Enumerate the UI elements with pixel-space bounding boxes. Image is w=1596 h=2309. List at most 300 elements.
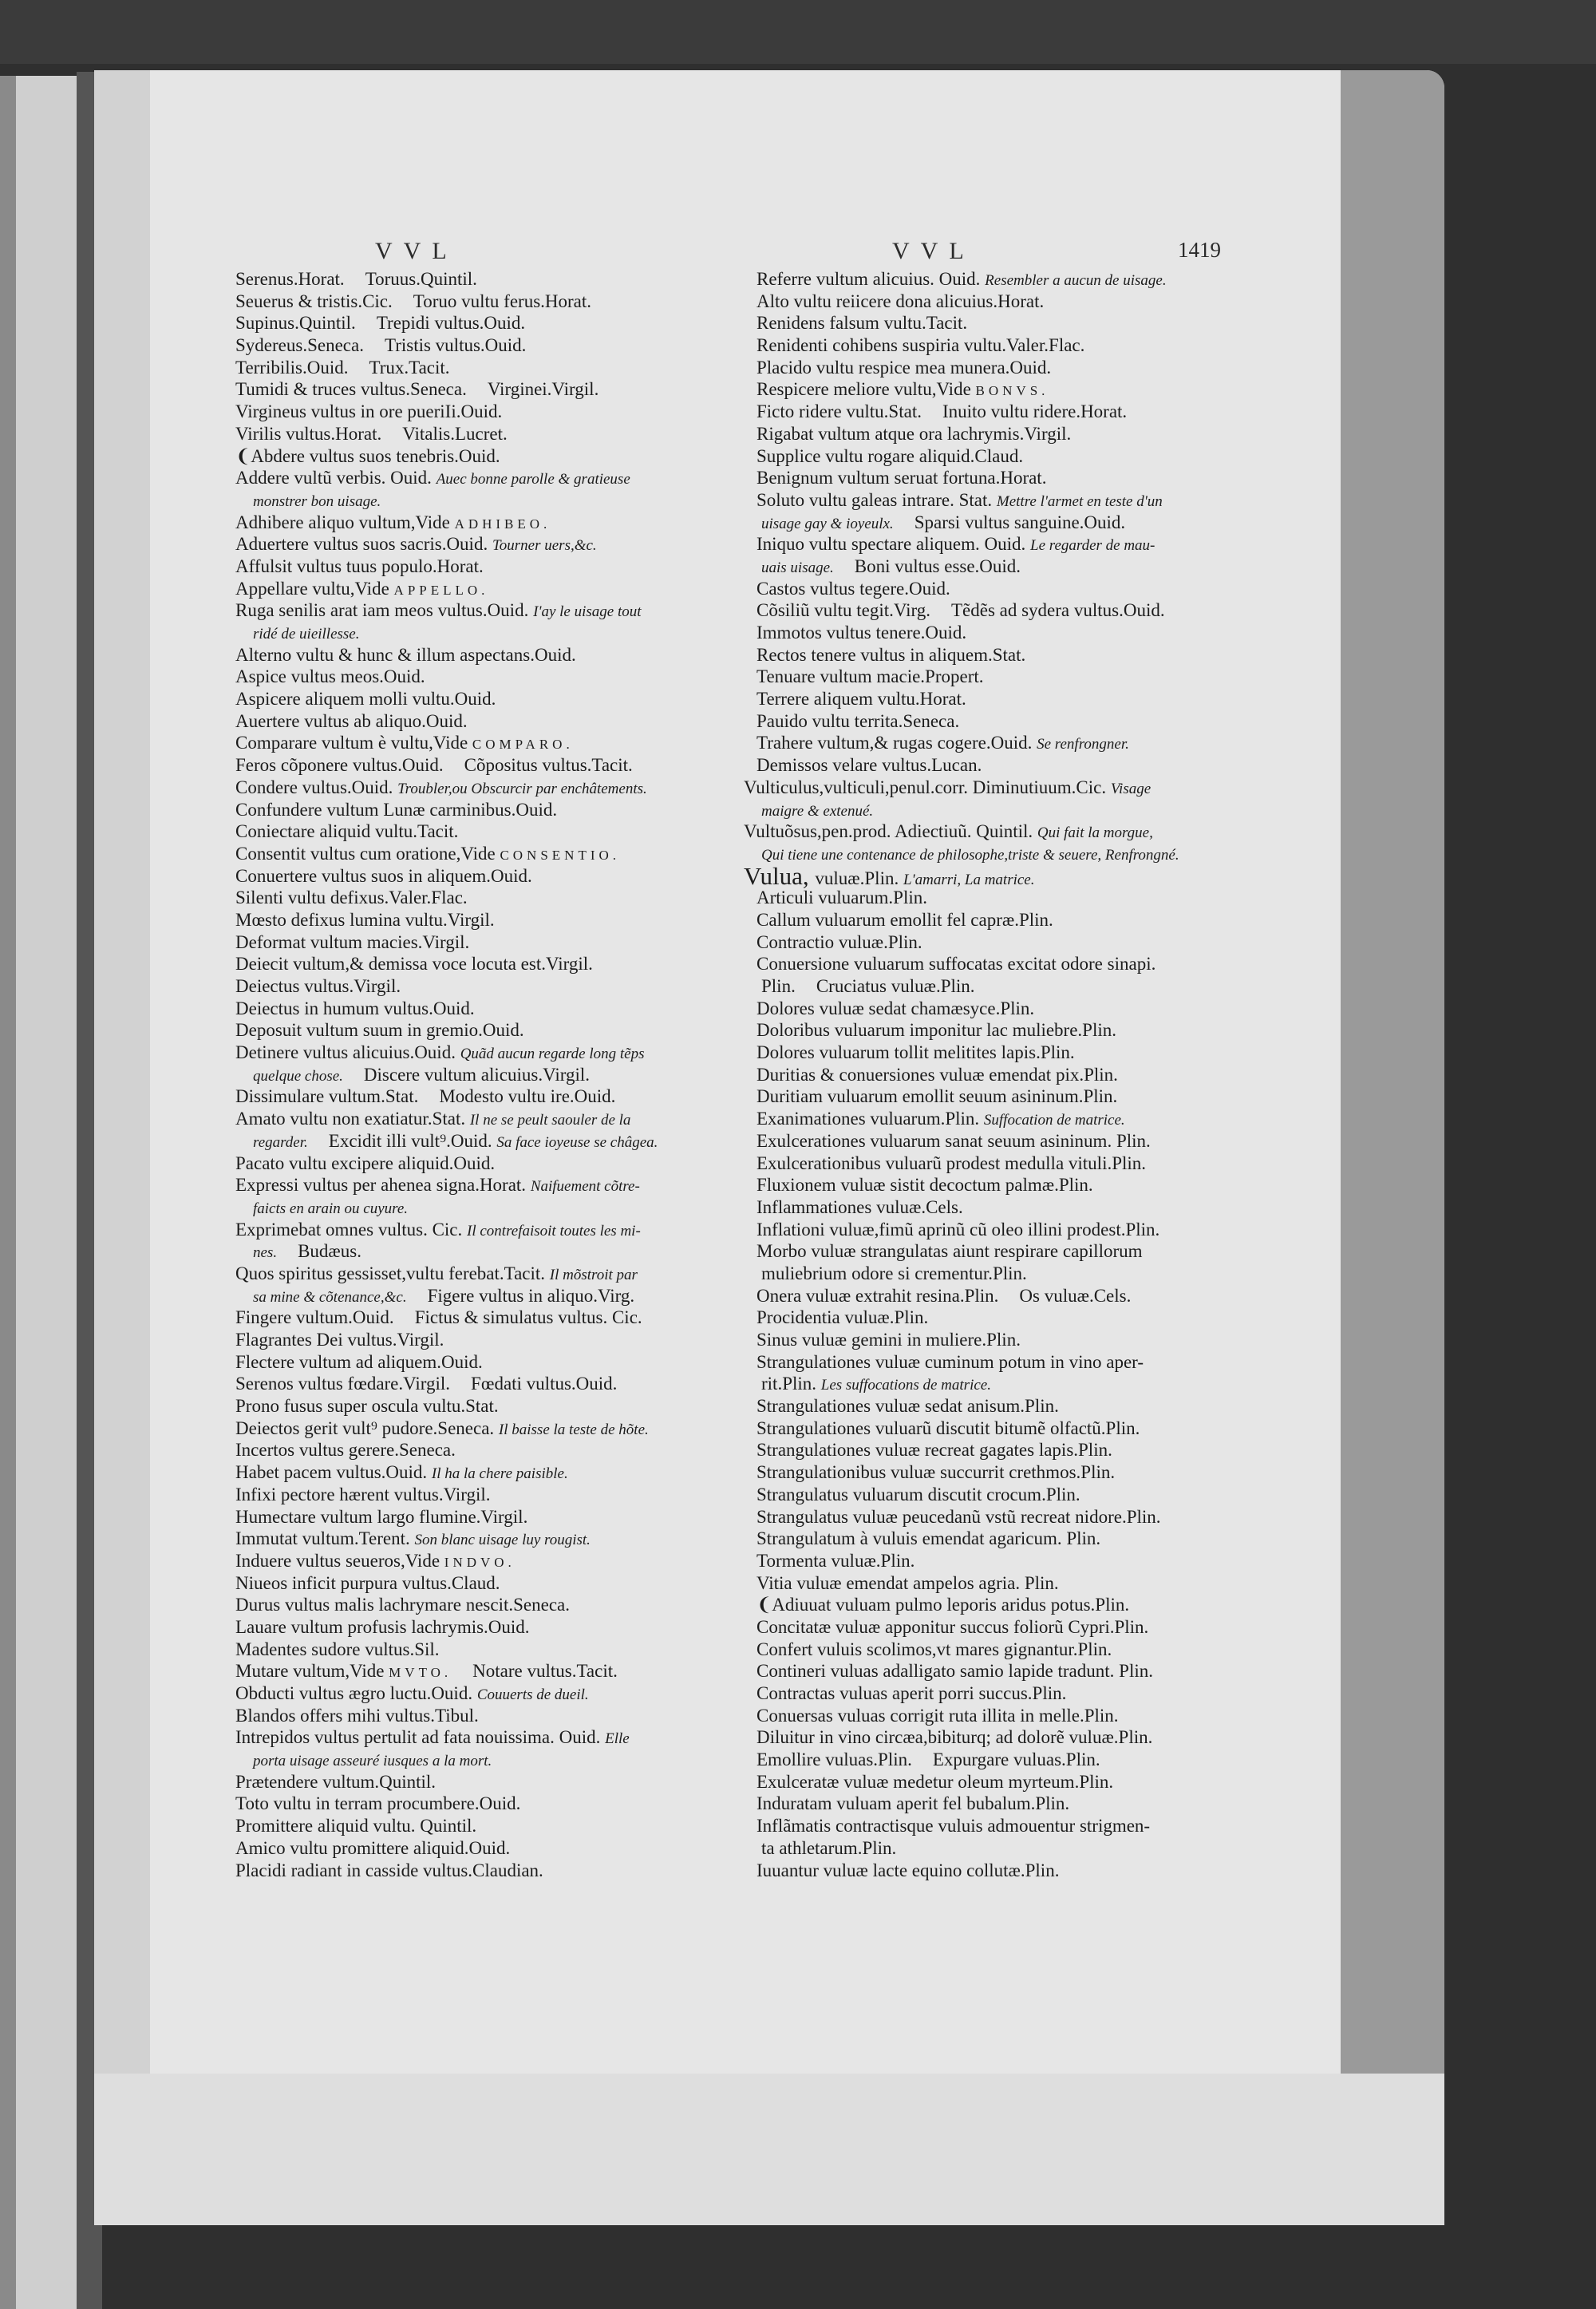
dictionary-line	[235, 1572, 746, 1595]
cross-reference: APPELLO.	[393, 582, 489, 598]
latin-text: Toruo vultu ferus.Horat.	[413, 291, 592, 311]
latin-text: Terrere aliquem vultu.Horat.	[757, 689, 966, 710]
latin-text: Duritiam vuluarum emollit seuum asininum.Plin.	[757, 1086, 1118, 1107]
dictionary-line	[235, 1771, 746, 1793]
latin-text: Strangulationes vuluæ cuminum potum in vino aper-	[757, 1351, 1144, 1372]
dictionary-line	[235, 777, 746, 799]
latin-text: Mutare vultum,Vide	[235, 1661, 385, 1682]
cross-reference: ADHIBEO.	[454, 516, 551, 532]
latin-text: Prono fusus super oscula vultu.Stat.	[235, 1396, 499, 1417]
latin-text: Exulceratæ vuluæ medetur oleum myrteum.Plin.	[757, 1771, 1114, 1792]
latin-text: rit.Plin.	[761, 1374, 817, 1394]
latin-text: Blandos offers mihi vultus.Tibul.	[235, 1705, 479, 1726]
dictionary-line	[235, 998, 746, 1020]
latin-text: Duritias & conuersiones vuluæ emendat pix.Plin.	[757, 1064, 1118, 1085]
cross-reference: CONSENTIO.	[500, 847, 621, 863]
latin-text: Terribilis.Ouid.	[235, 357, 349, 378]
french-gloss: Naifuement cõtre-	[530, 1178, 640, 1196]
latin-text: Contractio vuluæ.Plin.	[757, 931, 922, 952]
french-gloss: Visage	[1110, 780, 1152, 797]
dictionary-line	[235, 1108, 746, 1130]
dictionary-line	[744, 334, 1223, 357]
latin-text: Trux.Tacit.	[369, 357, 450, 378]
dictionary-line	[235, 533, 746, 556]
latin-text: Sinus vuluæ gemini in muliere.Plin.	[757, 1330, 1021, 1350]
latin-text: Durus vultus malis lachrymare nescit.Seneca.	[235, 1595, 570, 1615]
dictionary-line	[235, 1749, 746, 1771]
cross-reference: INDVO.	[444, 1554, 516, 1570]
dictionary-line	[744, 533, 1223, 556]
dictionary-line	[235, 1042, 746, 1064]
latin-text: Iniquo vultu spectare aliquem. Ouid.	[757, 534, 1026, 555]
dictionary-line	[235, 732, 746, 754]
latin-text: Coniectare aliquid vultu.Tacit.	[235, 821, 459, 842]
french-gloss: Mettre l'armet en teste d'un	[996, 492, 1163, 510]
latin-text: Lauare vultum profusis lachrymis.Ouid.	[235, 1616, 530, 1637]
french-gloss: Auec bonne parolle & gratieuse	[436, 471, 630, 488]
dictionary-line	[235, 578, 746, 600]
dictionary-line	[235, 401, 746, 423]
latin-text: Strangulationes vuluæ sedat anisum.Plin.	[757, 1396, 1059, 1417]
dictionary-line	[744, 1064, 1223, 1086]
french-gloss: maigre & extenué.	[761, 802, 874, 820]
page-edge-stain	[1341, 70, 1444, 2225]
latin-text: Inflãmatis contractisque vuluis admouentur strigmen-	[757, 1816, 1151, 1837]
latin-text: Niueos inficit purpura vultus.Claud.	[235, 1572, 500, 1593]
latin-text: Fœdati vultus.Ouid.	[471, 1374, 618, 1394]
latin-text: Expressi vultus per ahenea signa.Horat.	[235, 1175, 527, 1196]
dictionary-line	[744, 799, 1223, 821]
latin-text: Consentit vultus cum oratione,Vide	[235, 843, 496, 864]
latin-text: Obducti vultus ægro luctu.Ouid.	[235, 1683, 473, 1703]
dictionary-line	[235, 1461, 746, 1484]
dictionary-line	[744, 578, 1223, 600]
latin-text: Demissos velare vultus.Lucan.	[757, 755, 982, 776]
dictionary-line	[744, 1837, 1223, 1860]
latin-text: ❨Adiuuat vuluam pulmo leporis aridus potus.Plin.	[757, 1595, 1130, 1615]
french-gloss: Il mõstroit par	[549, 1266, 638, 1283]
headword: Vulua,	[744, 861, 816, 890]
dictionary-line	[235, 1373, 746, 1395]
dictionary-line	[235, 1506, 746, 1528]
dictionary-line	[235, 1726, 746, 1749]
dictionary-line	[235, 1682, 746, 1705]
dictionary-line	[235, 268, 746, 291]
latin-text: Serenus.Horat.	[235, 269, 345, 289]
dictionary-line	[744, 820, 1223, 843]
dictionary-line	[744, 688, 1223, 710]
french-gloss: Suffocation de matrice.	[983, 1112, 1125, 1129]
latin-text: Trepidi vultus.Ouid.	[376, 313, 526, 334]
french-gloss: Les suffocations de matrice.	[820, 1377, 991, 1394]
latin-text: Adhibere aliquo vultum,Vide	[235, 512, 450, 532]
latin-text: Placidi radiant in casside vultus.Claudian.	[235, 1860, 543, 1880]
latin-text: Auertere vultus ab aliquo.Ouid.	[235, 710, 468, 731]
dictionary-line	[744, 666, 1223, 688]
dictionary-line	[744, 1572, 1223, 1595]
french-gloss: monstrer bon uisage.	[253, 492, 381, 510]
dictionary-line	[235, 1528, 746, 1550]
latin-text: Deiecit vultum,& demissa voce locuta est.Virgil.	[235, 954, 593, 975]
dictionary-line	[744, 1793, 1223, 1815]
dictionary-line	[744, 1351, 1223, 1374]
latin-text: Madentes sudore vultus.Sil.	[235, 1639, 440, 1659]
dictionary-line	[744, 291, 1223, 313]
latin-text: Virgineus vultus in ore pueriIi.Ouid.	[235, 401, 503, 422]
french-gloss: Quãd aucun regarde long tẽps	[460, 1046, 645, 1063]
latin-text: Inuito vultu ridere.Horat.	[942, 401, 1128, 422]
latin-text: Exulcerationibus vuluarũ prodest medulla vituli.Plin.	[757, 1153, 1147, 1173]
latin-text: vuluæ.Plin.	[815, 868, 899, 888]
dictionary-line	[744, 1307, 1223, 1329]
latin-text: Virginei.Virgil.	[487, 379, 599, 400]
latin-text: Tormenta vuluæ.Plin.	[757, 1550, 915, 1571]
dictionary-line	[235, 1660, 746, 1682]
dictionary-line	[744, 1506, 1223, 1528]
french-gloss: Se renfrongner.	[1037, 736, 1129, 753]
latin-text: Sydereus.Seneca.	[235, 335, 364, 356]
dictionary-line	[744, 1042, 1223, 1064]
dictionary-line	[744, 378, 1223, 401]
dictionary-line	[235, 887, 746, 909]
french-gloss: Le regarder de mau-	[1030, 537, 1156, 555]
latin-text: Condere vultus.Ouid.	[235, 777, 393, 797]
latin-text: Inflammationes vuluæ.Cels.	[757, 1196, 963, 1217]
dictionary-line	[744, 1130, 1223, 1153]
french-gloss: I'ay le uisage tout	[533, 603, 642, 621]
latin-text: Doloribus vuluarum imponitur lac muliebre.Plin.	[757, 1020, 1116, 1041]
left-column	[235, 268, 746, 1881]
latin-text: Cõpositus vultus.Tacit.	[464, 755, 633, 776]
french-gloss: Qui tiene une contenance de philosophe,triste & seuere, Renfrongné.	[761, 846, 1179, 864]
dictionary-line	[744, 1550, 1223, 1572]
dictionary-line	[235, 688, 746, 710]
latin-text: Mœsto defixus lumina vultu.Virgil.	[235, 909, 495, 930]
latin-text: Toto vultu in terram procumbere.Ouid.	[235, 1793, 521, 1814]
latin-text: Humectare vultum largo flumine.Virgil.	[235, 1506, 528, 1527]
dictionary-line	[744, 953, 1223, 975]
dictionary-line	[744, 1019, 1223, 1042]
dictionary-line	[235, 599, 746, 622]
cross-reference: BONVS.	[975, 383, 1049, 399]
french-gloss: Elle	[605, 1730, 630, 1748]
dictionary-line	[744, 268, 1223, 291]
page-number: 1419	[1178, 238, 1221, 262]
dictionary-line	[235, 1550, 746, 1572]
latin-text: Fingere vultum.Ouid.	[235, 1307, 394, 1328]
dictionary-line	[235, 291, 746, 313]
latin-text: Amato vultu non exatiatur.Stat.	[235, 1109, 466, 1129]
latin-text: Ruga senilis arat iam meos vultus.Ouid.	[235, 600, 529, 621]
french-gloss: Tourner uers,&c.	[492, 537, 597, 555]
dictionary-line	[744, 1660, 1223, 1682]
latin-text: Vitalis.Lucret.	[402, 423, 508, 444]
latin-text: Plin.	[761, 976, 796, 996]
dictionary-line	[235, 1307, 746, 1329]
latin-text: Emollire vuluas.Plin.	[757, 1750, 912, 1770]
dictionary-line	[744, 1373, 1223, 1395]
french-gloss: Son blanc uisage luy rougist.	[414, 1532, 591, 1549]
french-gloss: ridé de uieillesse.	[253, 626, 360, 642]
latin-text: Pauido vultu territa.Seneca.	[757, 710, 960, 731]
latin-text: Contineri vuluas adalligato samio lapide tradunt. Plin.	[757, 1661, 1153, 1682]
dictionary-line	[744, 909, 1223, 931]
latin-text: Concitatæ vuluæ apponitur succus foliorũ Cypri.Plin.	[757, 1616, 1149, 1637]
dictionary-line	[744, 1174, 1223, 1196]
french-gloss: Il ne se peult saouler de la	[469, 1112, 631, 1129]
french-gloss: quelque chose.	[253, 1067, 343, 1085]
latin-text: Confundere vultum Lunæ carminibus.Ouid.	[235, 799, 558, 820]
dictionary-line	[744, 1528, 1223, 1550]
dictionary-line	[235, 622, 746, 644]
latin-text: Trahere vultum,& rugas cogere.Ouid.	[757, 733, 1033, 753]
dictionary-line	[235, 843, 746, 865]
latin-text: Diluitur in vino circæa,bibiturq; ad dolorẽ vuluæ.Plin.	[757, 1727, 1153, 1748]
dictionary-line	[235, 1153, 746, 1175]
dictionary-line	[235, 754, 746, 777]
latin-text: Deformat vultum macies.Virgil.	[235, 931, 470, 952]
latin-text: Immotos vultus tenere.Ouid.	[757, 623, 967, 642]
dictionary-line	[744, 1240, 1223, 1263]
dictionary-line	[744, 710, 1223, 733]
dictionary-line	[235, 1793, 746, 1815]
latin-text: Aduertere vultus suos sacris.Ouid.	[235, 534, 488, 555]
dictionary-line	[235, 489, 746, 512]
latin-text: Conuertere vultus suos in aliquem.Ouid.	[235, 865, 532, 886]
latin-text: Conuersione vuluarum suffocatas excitat odore sinapi.	[757, 954, 1156, 975]
dictionary-line	[744, 1705, 1223, 1727]
latin-text: Budæus.	[298, 1241, 361, 1262]
french-gloss: uais uisage.	[761, 559, 834, 576]
latin-text: Habet pacem vultus.Ouid.	[235, 1462, 428, 1483]
french-gloss: faicts en arain ou cuyure.	[253, 1200, 409, 1217]
french-gloss: uisage gay & ioyeulx.	[761, 515, 894, 532]
latin-text: Deiectus vultus.Virgil.	[235, 976, 401, 996]
dictionary-line	[235, 1219, 746, 1241]
dictionary-line	[744, 644, 1223, 666]
latin-text: ta athletarum.Plin.	[761, 1837, 897, 1858]
dictionary-line	[235, 1860, 746, 1882]
dictionary-line	[744, 423, 1223, 445]
dictionary-line	[235, 975, 746, 998]
latin-text: Procidentia vuluæ.Plin.	[757, 1307, 929, 1328]
dictionary-line	[235, 1639, 746, 1661]
dictionary-line	[235, 799, 746, 821]
left-page-shadow	[0, 76, 16, 2309]
latin-text: Incertos vultus gerere.Seneca.	[235, 1440, 456, 1461]
dictionary-line	[744, 1726, 1223, 1749]
french-gloss: L'amarri, La matrice.	[903, 871, 1035, 888]
dictionary-line	[235, 1240, 746, 1263]
dictionary-line	[744, 1085, 1223, 1108]
dictionary-line	[235, 644, 746, 666]
latin-text: Immutat vultum.Terent.	[235, 1528, 410, 1549]
latin-text: Silenti vultu defixus.Valer.Flac.	[235, 888, 468, 908]
dictionary-line	[235, 710, 746, 733]
dictionary-line	[744, 1417, 1223, 1440]
latin-text: Alto vultu reiicere dona alicuius.Horat.	[757, 291, 1045, 311]
dictionary-line	[235, 1616, 746, 1639]
latin-text: Deiectos gerit vult⁹ pudore.Seneca.	[235, 1417, 495, 1438]
latin-text: Boni vultus esse.Ouid.	[854, 556, 1021, 576]
latin-text: Supplice vultu rogare aliquid.Claud.	[757, 445, 1024, 466]
dictionary-line	[235, 445, 746, 468]
latin-text: Morbo vuluæ strangulatas aiunt respirare capillorum	[757, 1241, 1143, 1262]
latin-text: Appellare vultu,Vide	[235, 578, 389, 599]
dictionary-line	[744, 1285, 1223, 1307]
latin-text: Serenos vultus fœdare.Virgil.	[235, 1374, 451, 1394]
dictionary-line	[744, 1815, 1223, 1837]
french-gloss: regarder.	[253, 1133, 308, 1151]
dictionary-line	[744, 1439, 1223, 1461]
dictionary-line	[235, 357, 746, 379]
dictionary-line	[235, 865, 746, 888]
dictionary-line	[744, 489, 1223, 512]
latin-text: Exanimationes vuluarum.Plin.	[757, 1109, 980, 1129]
dictionary-line	[235, 556, 746, 578]
dictionary-line	[744, 998, 1223, 1020]
latin-text: Discere vultum alicuius.Virgil.	[363, 1064, 590, 1085]
cross-reference: COMPARO.	[472, 737, 574, 753]
french-gloss: Troubler,ou Obscurcir par enchâtements.	[397, 780, 647, 797]
latin-text: Toruus.Quintil.	[365, 269, 477, 289]
latin-text: Addere vultũ verbis. Ouid.	[235, 468, 432, 488]
dictionary-line	[235, 1174, 746, 1196]
latin-text: Onera vuluæ extrahit resina.Plin.	[757, 1285, 999, 1306]
latin-text: Alterno vultu & hunc & illum aspectans.Ouid.	[235, 644, 576, 665]
dictionary-line	[235, 1351, 746, 1374]
latin-text: Notare vultus.Tacit.	[472, 1661, 618, 1682]
latin-text: Modesto vultu ire.Ouid.	[439, 1086, 616, 1107]
latin-text: Comparare vultum è vultu,Vide	[235, 733, 468, 753]
right-column	[744, 268, 1223, 1881]
dictionary-line	[235, 1085, 746, 1108]
dictionary-line	[744, 1771, 1223, 1793]
dictionary-line	[235, 467, 746, 489]
dictionary-line	[235, 334, 746, 357]
dictionary-line	[744, 1461, 1223, 1484]
latin-text: Renidenti cohibens suspiria vultu.Valer.Flac.	[757, 335, 1085, 356]
latin-text: Renidens falsum vultu.Tacit.	[757, 313, 968, 334]
latin-text: Conuersas vuluas corrigit ruta illita in melle.Plin.	[757, 1705, 1119, 1726]
dictionary-line	[235, 1837, 746, 1860]
latin-text: Tumidi & truces vultus.Seneca.	[235, 379, 467, 400]
dictionary-line	[744, 1682, 1223, 1705]
latin-text: Seuerus & tristis.Cic.	[235, 291, 393, 311]
latin-text: Supinus.Quintil.	[235, 313, 356, 334]
dictionary-line	[744, 754, 1223, 777]
french-gloss: Resembler a aucun de uisage.	[985, 272, 1167, 289]
dictionary-line	[744, 1108, 1223, 1130]
french-gloss: Il ha la chere paisible.	[431, 1465, 568, 1483]
french-gloss: Sa face ioyeuse se châgea.	[496, 1133, 658, 1151]
latin-text: Vultuõsus,pen.prod. Adiectiuũ. Quintil.	[744, 821, 1033, 842]
french-gloss: nes.	[253, 1244, 278, 1262]
latin-text: Exulcerationes vuluarum sanat seuum asininum. Plin.	[757, 1130, 1151, 1151]
latin-text: Callum vuluarum emollit fel capræ.Plin.	[757, 909, 1053, 930]
dictionary-line	[235, 1064, 746, 1086]
latin-text: Dolores vuluarum tollit melitites lapis.Plin.	[757, 1042, 1075, 1063]
latin-text: Rectos tenere vultus in aliquem.Stat.	[757, 644, 1026, 665]
dictionary-line	[744, 1263, 1223, 1285]
latin-text: Iuuantur vuluæ lacte equino collutæ.Plin.	[757, 1860, 1060, 1880]
latin-text: Fictus & simulatus vultus. Cic.	[414, 1307, 642, 1328]
latin-text: Induere vultus seueros,Vide	[235, 1550, 440, 1571]
latin-text: Sparsi vultus sanguine.Ouid.	[914, 512, 1126, 532]
latin-text: Vulticulus,vulticuli,penul.corr. Diminutiuum.Cic.	[744, 777, 1107, 797]
cross-reference: MVTO.	[389, 1665, 452, 1681]
dictionary-line	[235, 1329, 746, 1351]
latin-text: Fluxionem vuluæ sistit decoctum palmæ.Plin.	[757, 1175, 1093, 1196]
latin-text: Vitia vuluæ emendat ampelos agria. Plin.	[757, 1572, 1059, 1593]
french-gloss: sa mine & cõtenance,&c.	[253, 1288, 407, 1306]
dictionary-line	[744, 622, 1223, 644]
dictionary-line	[235, 1395, 746, 1417]
dictionary-line	[744, 512, 1223, 534]
latin-text: muliebrium odore si crementur.Plin.	[761, 1263, 1027, 1283]
latin-text: Respicere meliore vultu,Vide	[757, 379, 971, 400]
dictionary-line	[235, 1285, 746, 1307]
dictionary-line	[744, 599, 1223, 622]
french-gloss: Couuerts de dueil.	[476, 1686, 589, 1703]
dictionary-line	[744, 1329, 1223, 1351]
dictionary-line	[744, 1196, 1223, 1219]
dictionary-line	[235, 1439, 746, 1461]
latin-text: Inflationi vuluæ,fimũ aprinũ cũ oleo illini prodest.Plin.	[757, 1219, 1160, 1240]
dictionary-line	[744, 861, 1223, 890]
dictionary-line	[744, 843, 1223, 865]
latin-text: Prætendere vultum.Quintil.	[235, 1771, 437, 1792]
dictionary-line	[235, 1263, 746, 1285]
dictionary-line	[744, 357, 1223, 379]
french-gloss: Il contrefaisoit toutes les mi-	[467, 1222, 641, 1240]
latin-text: Amico vultu promittere aliquid.Ouid.	[235, 1837, 511, 1858]
latin-text: Strangulatus vuluarum discutit crocum.Plin.	[757, 1484, 1080, 1504]
latin-text: Figere vultus in aliquo.Virg.	[427, 1285, 635, 1306]
latin-text: Tenuare vultum macie.Propert.	[757, 666, 984, 687]
latin-text: Affulsit vultus tuus populo.Horat.	[235, 556, 484, 576]
latin-text: Strangulatum à vuluis emendat agaricum. Plin.	[757, 1528, 1101, 1549]
latin-text: Exprimebat omnes vultus. Cic.	[235, 1219, 463, 1240]
latin-text: Cõsiliũ vultu tegit.Virg.	[757, 600, 930, 621]
latin-text: Feros cõponere vultus.Ouid.	[235, 755, 444, 776]
dictionary-line	[235, 1484, 746, 1506]
latin-text: Induratam vuluam aperit fel bubalum.Plin.	[757, 1793, 1070, 1814]
dictionary-line	[744, 1860, 1223, 1882]
latin-text: Strangulatus vuluæ peucedanũ vstũ recreat nidore.Plin.	[757, 1506, 1161, 1527]
latin-text: Excidit illi vult⁹.Ouid.	[328, 1130, 492, 1151]
dictionary-line	[744, 975, 1223, 998]
latin-text: Dissimulare vultum.Stat.	[235, 1086, 419, 1107]
latin-text: Quos spiritus gessisset,vultu ferebat.Tacit.	[235, 1263, 546, 1283]
latin-text: Promittere aliquid vultu. Quintil.	[235, 1816, 477, 1837]
latin-text: Virilis vultus.Horat.	[235, 423, 382, 444]
latin-text: Aspicere aliquem molli vultu.Ouid.	[235, 689, 496, 710]
latin-text: Expurgare vuluas.Plin.	[932, 1750, 1100, 1770]
dictionary-line	[744, 401, 1223, 423]
dictionary-line	[235, 1019, 746, 1042]
dictionary-line	[235, 820, 746, 843]
dictionary-line	[744, 1749, 1223, 1771]
dictionary-line	[744, 1639, 1223, 1661]
dictionary-line	[744, 931, 1223, 954]
latin-text: Os vuluæ.Cels.	[1019, 1285, 1132, 1306]
dictionary-line	[235, 909, 746, 931]
french-gloss: porta uisage asseuré iusques a la mort.	[253, 1753, 492, 1770]
latin-text: Benignum vultum seruat fortuna.Horat.	[757, 468, 1047, 488]
latin-text: Contractas vuluas aperit porri succus.Plin.	[757, 1683, 1067, 1703]
french-gloss: Il baisse la teste de hõte.	[498, 1421, 649, 1438]
